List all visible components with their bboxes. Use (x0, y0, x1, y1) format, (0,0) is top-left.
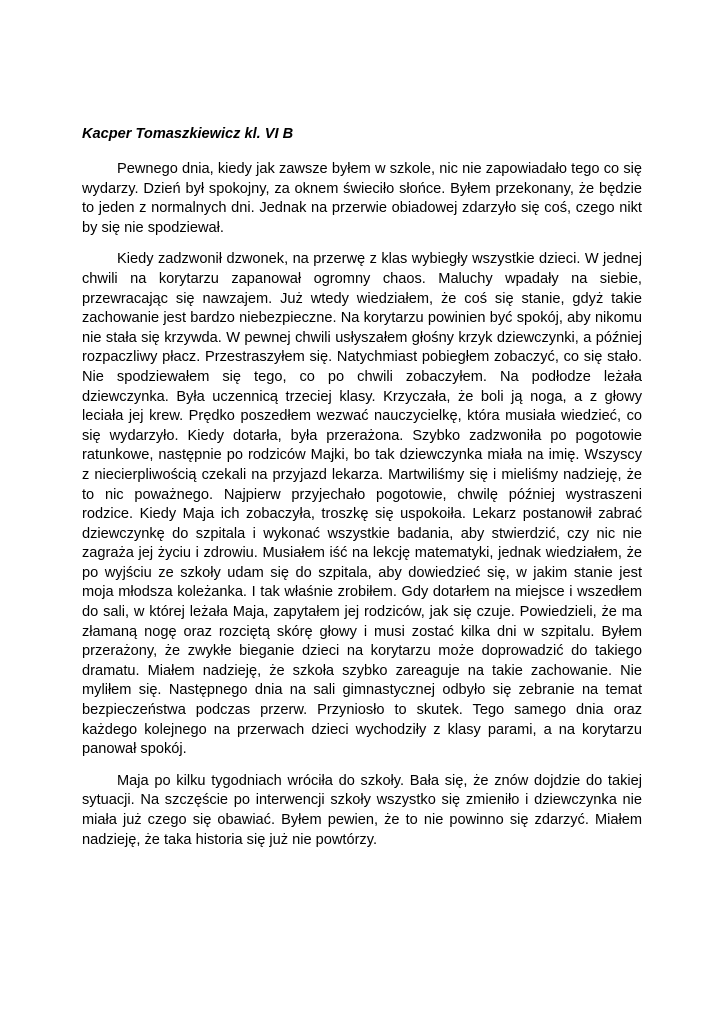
paragraph-1: Pewnego dnia, kiedy jak zawsze byłem w szkole, nic nie zapowiadało tego co się wydarzy. Dzień był spokojny, za oknem świeciło słońce. Byłem przekonany, że będzie to jeden z normalnych dni. Jednak na przerwie obiadowej zdarzyło się coś, czego nikt by się nie spodziewał. (82, 161, 642, 236)
author-line: Kacper Tomaszkiewicz kl. VI B (82, 126, 294, 142)
paragraph-2: Kiedy zadzwonił dzwonek, na przerwę z klas wybiegły wszystkie dzieci. W jednej chwili na korytarzu zapanował ogromny chaos. Maluchy wpadały na siebie, przewracając się nawzajem. Już wtedy wiedziałem, że coś się stanie, gdyż takie zachowanie jest bardzo niebezpieczne. Na korytarzu powinien być spokój, aby nikomu nie stała się krzywda. W pewnej chwili usłyszałem głośny krzyk dziewczynki, a później rozpaczliwy płacz. Przestraszyłem się. Natychmiast pobiegłem zobaczyć, co się stało. Nie spodziewałem się tego, co po chwili zobaczyłem. Na podłodze leżała dziewczynka. Była uczennicą trzeciej klasy. Krzyczała, że boli ją noga, a z głowy leciała jej krew. Prędko poszedłem wezwać nauczycielkę, która musiała wiedzieć, co się wydarzyło. Kiedy dotarła, była przerażona. Szybko zadzwoniła po pogotowie ratunkowe, następnie po rodziców Majki, bo tak dziewczynka miała na imię. Wszyscy z niecierpliwością czekali na przyjazd lekarza. Martwiliśmy się i mieliśmy nadzieję, że to nic poważnego. Najpierw przyjechało pogotowie, chwilę później wystraszeni rodzice. Kiedy Maja ich zobaczyła, troszkę się uspokoiła. Lekarz postanowił zabrać dziewczynkę do szpitala i wykonać wszystkie badania, aby stwierdzić, czy nic nie zagraża jej życiu i zdrowiu. Musiałem iść na lekcję matematyki, jednak wiedziałem, że po wyjściu ze szkoły udam się do szpitala, aby dowiedzieć się, w jakim stanie jest moja młodsza koleżanka. I tak właśnie zrobiłem. Gdy dotarłem na miejsce i wszedłem do sali, w której leżała Maja, zapytałem jej rodziców, jak się czuje. Powiedzieli, że ma złamaną nogę oraz rozciętą skórę głowy i musi zostać kilka dni w szpitalu. Byłem przerażony, że zwykłe bieganie dzieci na korytarzu może doprowadzić do takiego dramatu. Miałem nadzieję, że szkoła szybko zareaguje na takie zachowanie. Nie myliłem się. Następnego dnia na sali gimnastycznej odbyło się zebranie na temat bezpieczeństwa podczas przerw. Przyniosło to skutek. Tego samego dnia oraz każdego kolejnego na przerwach dzieci wychodziły z klasy parami, a na korytarzu panował spokój. (82, 251, 642, 758)
paragraph-3: Maja po kilku tygodniach wróciła do szkoły. Bała się, że znów dojdzie do takiej sytuacji. Na szczęście po interwencji szkoły wszystko się zmieniło i dziewczynka nie miała już czego się obawiać. Byłem pewien, że to nie powinno się zdarzyć. Miałem nadzieję, że taka historia się już nie powtórzy. (82, 772, 642, 848)
document-page (82, 124, 642, 862)
